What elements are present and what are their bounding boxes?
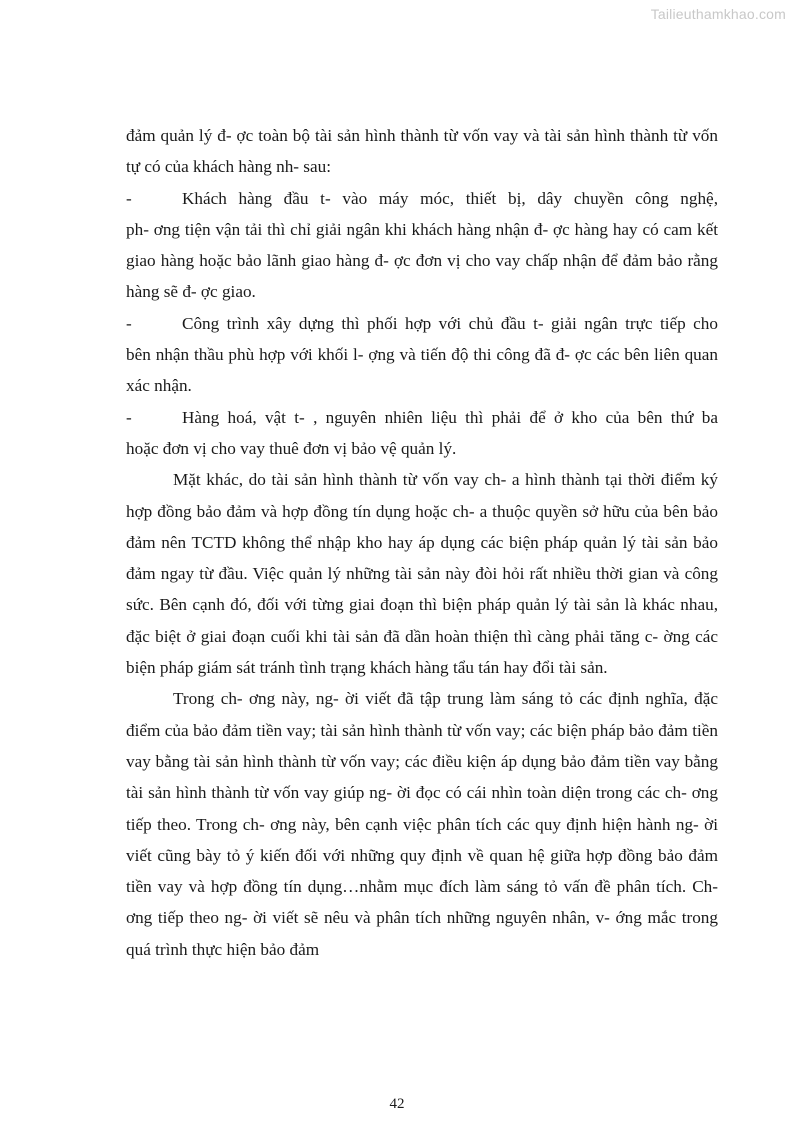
bullet-dash: - — [126, 313, 132, 333]
bullet-item-machinery — [126, 183, 718, 214]
bullet-continuation: bên nhận thầu phù hợp với khối l- ợng và tiến độ thi công đã đ- ợc các bên liên quan xác nhận. — [126, 345, 718, 396]
bullet-first-line: Công trình xây dựng thì phối hợp với chủ đầu t- giải ngân trực tiếp cho — [182, 313, 718, 333]
bullet-first-line: Hàng hoá, vật t- , nguyên nhiên liệu thì phải để ở kho của bên thứ ba — [182, 407, 718, 427]
paragraph-management: Mặt khác, do tài sản hình thành từ vốn vay ch- a hình thành tại thời điểm ký hợp đồng bảo đảm và hợp đồng tín dụng hoặc ch- a thuộc quyền sở hữu của bên bảo đảm nên TCTD không thể nhập kho hay áp dụng các biện pháp quản lý tài sản bảo đảm ngay từ đầu. Việc quản lý những tài sản này đòi hỏi rất nhiều thời gian và công sức. Bên cạnh đó, đối với từng giai đoạn thì biện pháp quản lý tài sản là khác nhau, đặc biệt ở giai đoạn cuối khi tài sản đã dần hoàn thiện thì càng phải tăng c- ờng các biện pháp giám sát tránh tình trạng khách hàng tẩu tán hay đổi tài sản. — [126, 470, 718, 678]
watermark: Tailieuthamkhao.com — [650, 6, 786, 22]
paragraph-chapter-summary: Trong ch- ơng này, ng- ời viết đã tập trung làm sáng tỏ các định nghĩa, đặc điểm của bảo đảm tiền vay; tài sản hình thành từ vốn vay; các biện pháp bảo đảm tiền vay bằng tài sản hình thành từ vốn vay; các điều kiện áp dụng bảo đảm tiền vay bằng tài sản hình thành từ vốn vay giúp ng- ời đọc có cái nhìn toàn diện trong các ch- ơng tiếp theo. Trong ch- ơng này, bên cạnh việc phân tích các quy định hiện hành ng- ời viết cũng bày tỏ ý kiến đối với những quy định về quan hệ giữa hợp đồng bảo đảm tiền vay và hợp đồng tín dụng…nhằm mục đích làm sáng tỏ vấn đề phân tích. Ch- ơng tiếp theo ng- ời viết sẽ nêu và phân tích những nguyên nhân, v- ớng mắc trong quá trình thực hiện bảo đảm — [126, 689, 718, 959]
bullet-first-line: Khách hàng đầu t- vào máy móc, thiết bị, dây chuyền công nghệ, — [182, 188, 718, 208]
bullet-item-goods — [126, 402, 718, 433]
bullet-continuation: ph- ơng tiện vận tải thì chỉ giải ngân khi khách hàng nhận đ- ợc hàng hay có cam kết giao hàng hoặc bảo lãnh giao hàng đ- ợc đơn vị cho vay chấp nhận để đảm bảo rằng hàng sẽ đ- ợc giao. — [126, 219, 718, 302]
bullet-dash: - — [126, 407, 132, 427]
page-number: 42 — [389, 1096, 405, 1112]
paragraph-intro: đảm quản lý đ- ợc toàn bộ tài sản hình thành từ vốn vay và tài sản hình thành từ vốn tự có của khách hàng nh- sau: — [126, 126, 718, 177]
bullet-item-construction — [126, 308, 718, 339]
bullet-dash: - — [126, 188, 132, 208]
document-body — [126, 120, 718, 965]
bullet-continuation: hoặc đơn vị cho vay thuê đơn vị bảo vệ quản lý. — [126, 438, 457, 458]
